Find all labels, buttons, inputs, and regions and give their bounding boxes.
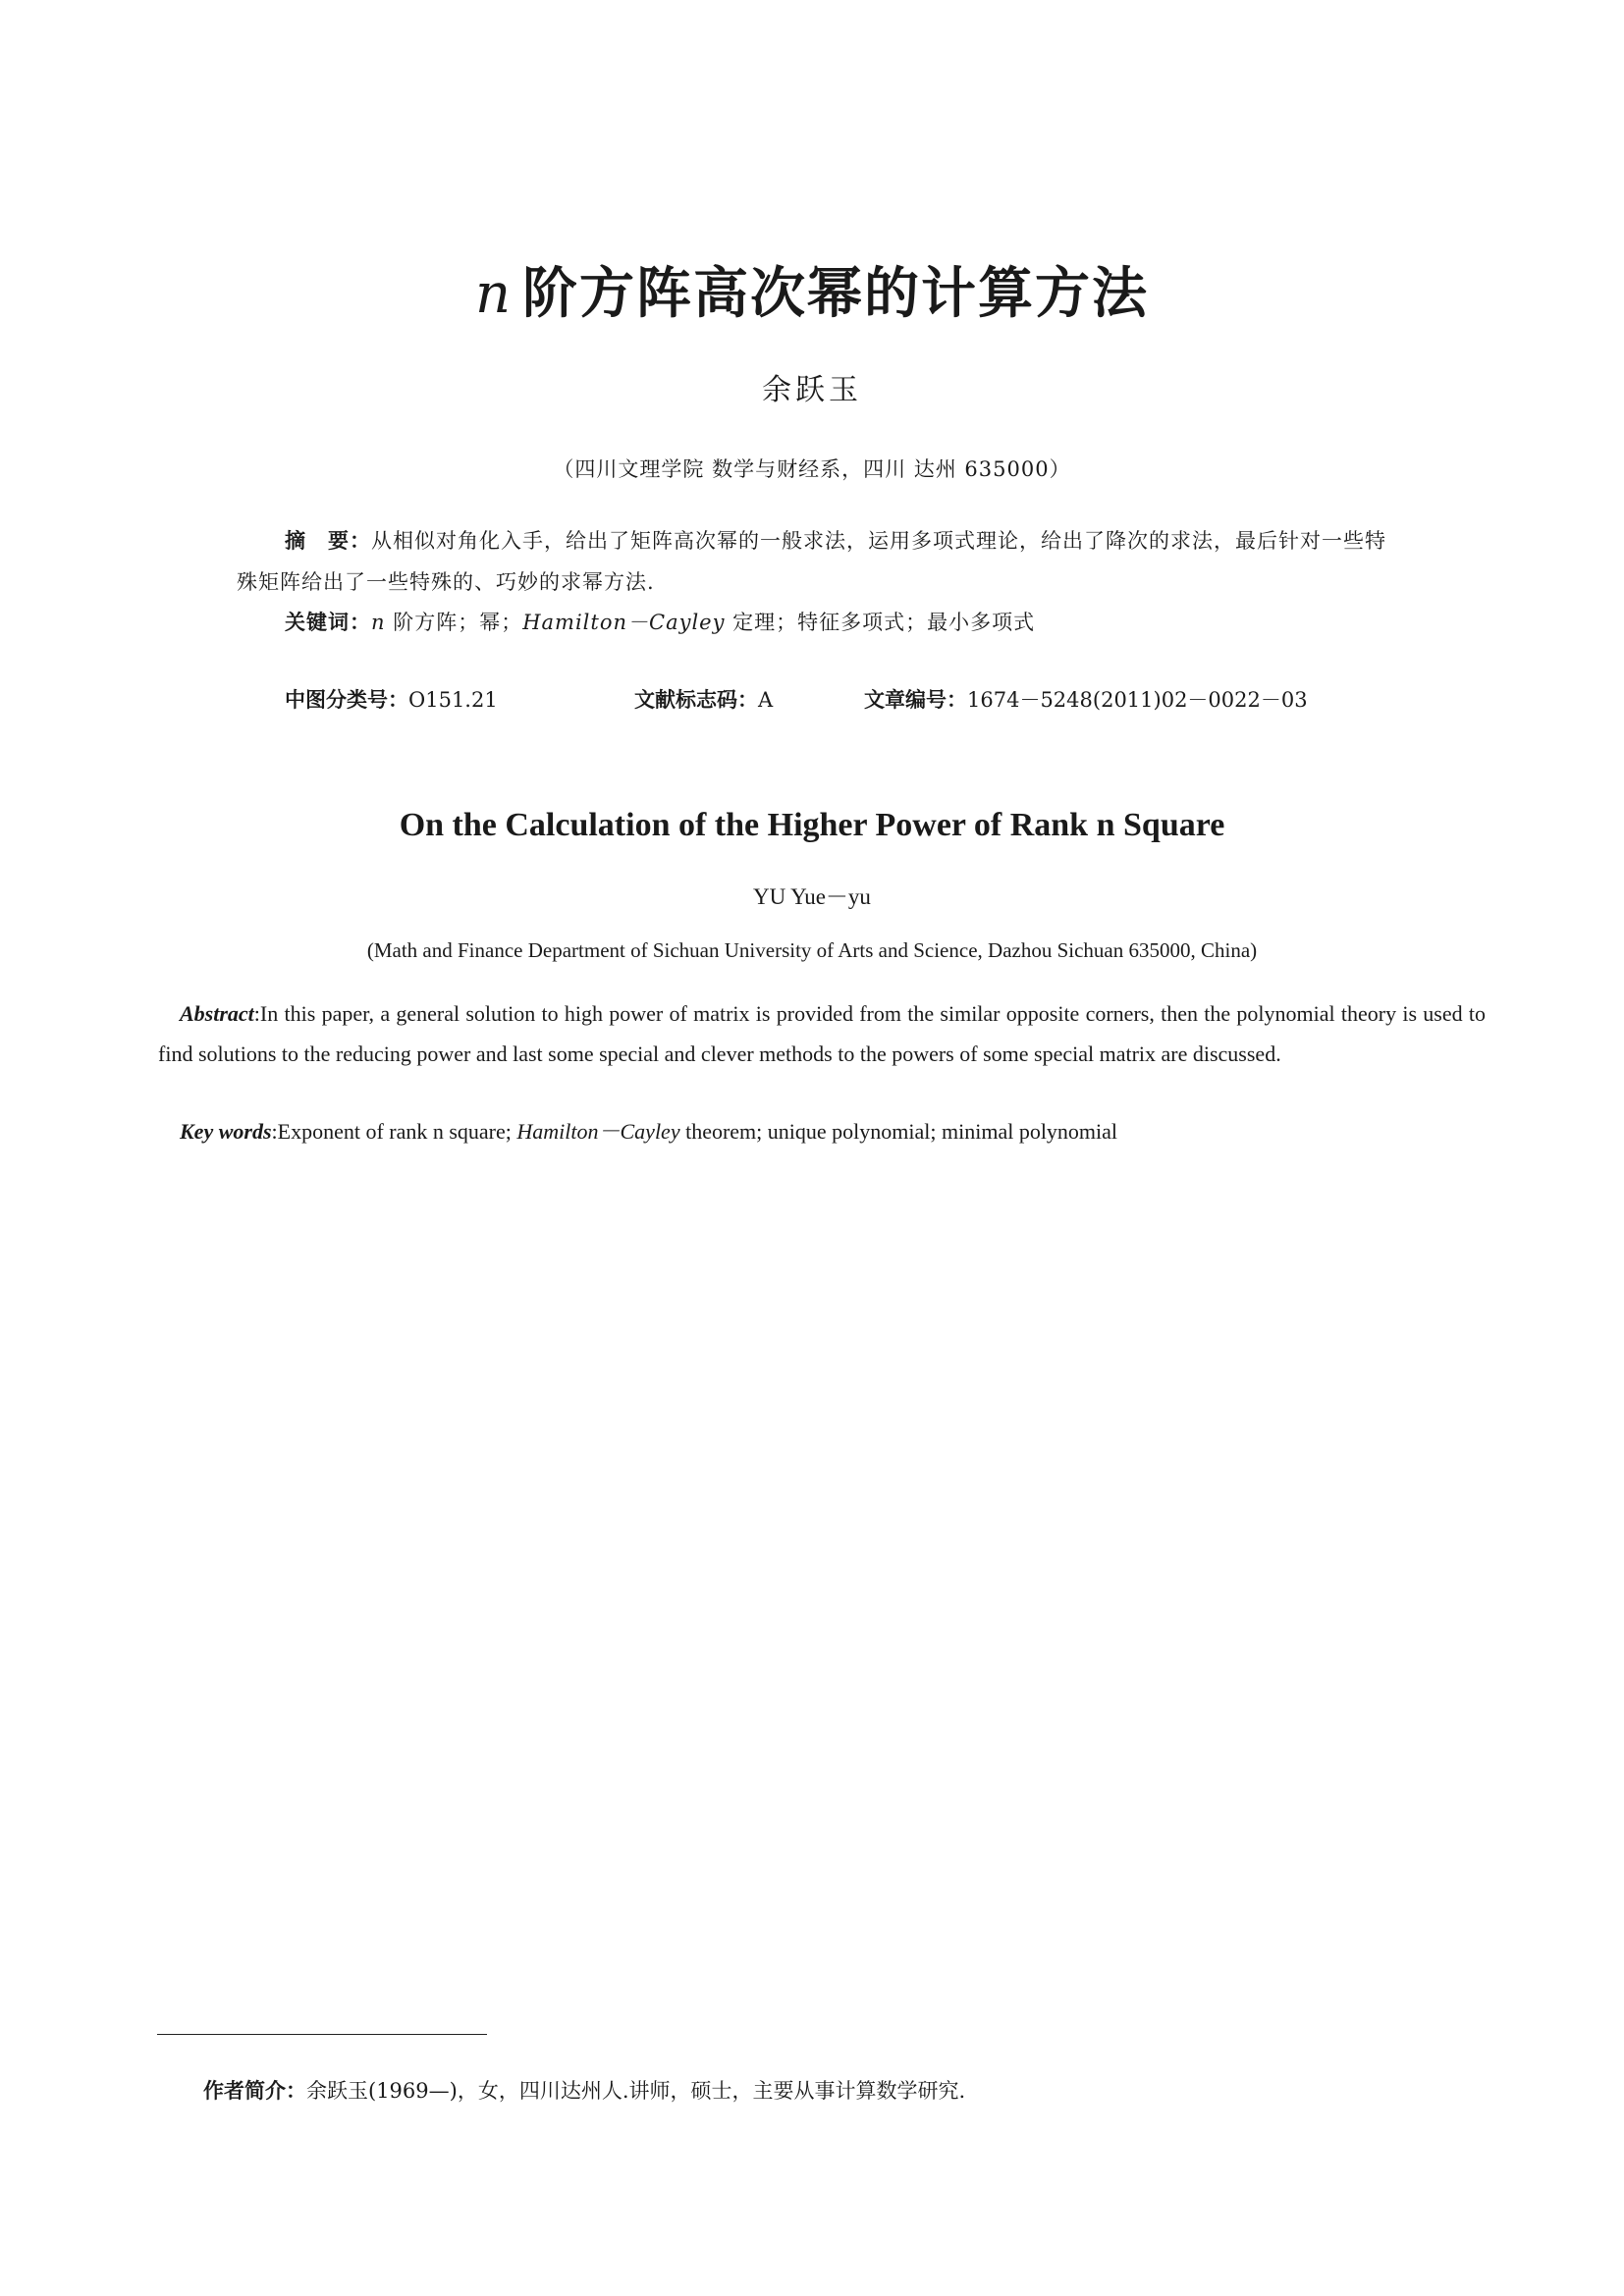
affiliation-en: (Math and Finance Department of Sichuan University of Arts and Science, Dazhou Sichuan 635000, China) bbox=[366, 938, 1258, 962]
article-number-label: 文章编号： bbox=[864, 688, 967, 712]
keywords-variable-n: n bbox=[371, 611, 386, 634]
author-footnote bbox=[203, 2075, 965, 2105]
abstract-en bbox=[158, 993, 1486, 1074]
author-name-en: YU Yue－yu bbox=[753, 884, 871, 909]
footnote-label: 作者简介： bbox=[203, 2079, 306, 2103]
abstract-label-en: Abstract bbox=[180, 1001, 254, 1026]
clc-value: O151.21 bbox=[408, 688, 498, 712]
affiliation-cn: （四川文理学院 数学与财经系，四川 达州 635000） bbox=[553, 457, 1071, 481]
keywords-cn bbox=[285, 602, 1365, 643]
keywords-part2-en: theorem; unique polynomial; minimal polynomial bbox=[679, 1119, 1118, 1144]
article-number bbox=[864, 684, 1308, 714]
clc-number bbox=[285, 684, 498, 714]
abstract-sep-en: : bbox=[253, 1001, 260, 1026]
keywords-label-cn: 关键词： bbox=[285, 611, 371, 634]
title-variable-n: n bbox=[474, 262, 514, 326]
abstract-label-cn: 摘 要： bbox=[285, 529, 371, 553]
document-code-label: 文献标志码： bbox=[634, 688, 758, 712]
keywords-en bbox=[180, 1115, 1486, 1146]
document-code bbox=[634, 684, 773, 714]
abstract-cn bbox=[237, 520, 1395, 603]
footnote-text: 余跃玉(1969—)，女，四川达州人.讲师，硕士，主要从事计算数学研究. bbox=[306, 2079, 966, 2103]
document-code-value: A bbox=[758, 688, 774, 712]
author-name-cn: 余跃玉 bbox=[762, 373, 862, 407]
keywords-part1-en: Exponent of rank n square; bbox=[277, 1119, 517, 1144]
title-text-cn: 阶方阵高次幂的计算方法 bbox=[522, 261, 1150, 326]
footnote-divider bbox=[157, 2034, 487, 2035]
keywords-part2-cn: 定理；特征多项式；最小多项式 bbox=[732, 611, 1036, 634]
clc-label: 中图分类号： bbox=[285, 688, 408, 712]
keywords-sep-en: : bbox=[271, 1119, 278, 1144]
keywords-label-en: Key words bbox=[180, 1119, 272, 1144]
keywords-theorem-cn: Hamilton－Cayley bbox=[522, 611, 726, 634]
article-number-value: 1674－5248(2011)02－0022－03 bbox=[967, 688, 1308, 712]
paper-title-en: On the Calculation of the Higher Power of Rank n Square bbox=[399, 807, 1225, 843]
abstract-text-en: In this paper, a general solution to high power of matrix is provided from the similar opposite corners, then the polynomial theory is used to find solutions to the reducing power and last some special and clever methods to the powers of some special matrix are discussed. bbox=[158, 1001, 1486, 1066]
keywords-part1-cn: 阶方阵；幂； bbox=[393, 611, 523, 634]
paper-title-cn bbox=[0, 250, 1624, 329]
keywords-theorem-en: Hamilton－Cayley bbox=[516, 1119, 680, 1144]
abstract-text-cn: 从相似对角化入手，给出了矩阵高次幂的一般求法，运用多项式理论，给出了降次的求法，最后针对一些特殊矩阵给出了一些特殊的、巧妙的求幂方法. bbox=[237, 529, 1386, 594]
